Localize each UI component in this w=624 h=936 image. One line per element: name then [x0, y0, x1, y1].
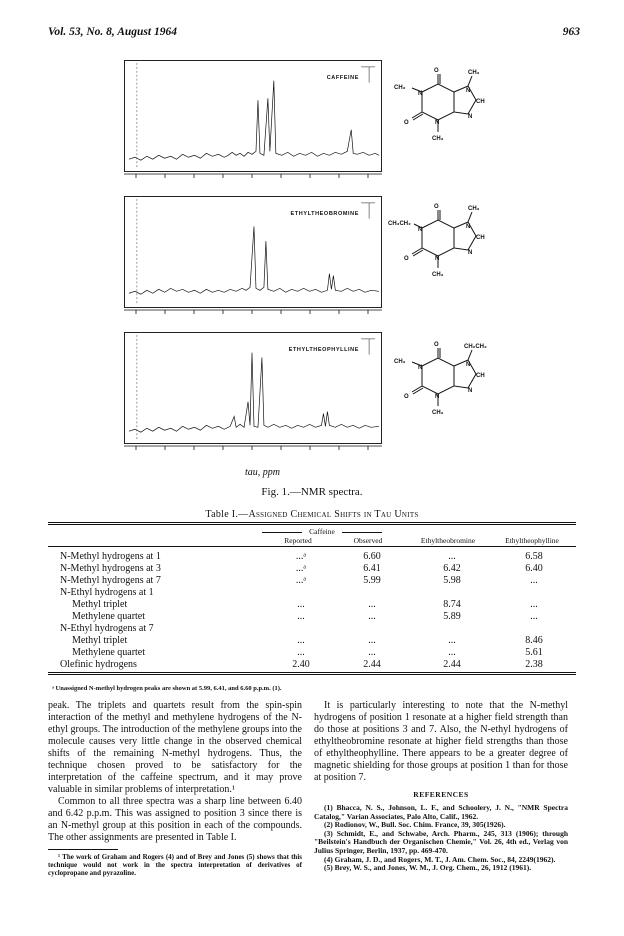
running-header-journal: Vol. 53, No. 8, August 1964: [48, 26, 177, 38]
structure-ethyltheobromine: [388, 198, 508, 298]
table-cell: ...: [368, 647, 376, 658]
table-caffeine-span-header: Caffeine: [309, 527, 335, 536]
svg-text:N: N: [418, 365, 423, 371]
table-cell: 6.42: [443, 563, 461, 574]
table-bottom-rule-2: [48, 674, 576, 675]
svg-text:CH₃: CH₃: [432, 272, 444, 278]
table-row: [60, 647, 576, 658]
figure-caption: Fig. 1.—NMR spectra.: [261, 486, 363, 498]
paragraph: It is particularly interesting to note that the N-methyl hydrogens of position 1 resonate at a higher field strength than do those at positions 3 and 7. Also, the N-ethyl hydrogens of ethyltheobromine resonate at higher field strengths than those of ethyltheophylline. There appears to be a greater degree of magnetic shielding for those groups at position 1 than for those at position 7.: [314, 700, 568, 783]
table-cell: 6.60: [363, 551, 381, 562]
svg-text:N: N: [435, 120, 440, 126]
table-row: [60, 623, 576, 634]
spectrum-ethyltheobromine: [124, 196, 382, 308]
table-cell: 2.40: [292, 659, 310, 670]
table-title-prefix: Table I.: [205, 509, 239, 520]
svg-text:CH₃: CH₃: [432, 136, 444, 142]
svg-text:O: O: [434, 68, 439, 74]
table-bottom-rule: [48, 672, 576, 673]
svg-text:O: O: [434, 204, 439, 210]
table-cell: ...ᵃ: [295, 563, 307, 574]
svg-text:CH₂CH₃: CH₂CH₃: [464, 344, 487, 350]
table-cell: 5.61: [525, 647, 543, 658]
table-cell: 8.74: [443, 599, 461, 610]
table-cell: 8.46: [525, 635, 543, 646]
reference-item: (1) Bhacca, N. S., Johnson, L. F., and Schoolery, J. N., "NMR Spectra Catalog," Varian Associates, Palo Alto, Calif., 1962.: [314, 803, 568, 821]
table-cell: ...: [297, 599, 305, 610]
row-label: N-Methyl hydrogens at 7: [60, 575, 161, 586]
svg-text:N: N: [466, 362, 471, 368]
svg-text:N: N: [418, 227, 423, 233]
row-label: N-Methyl hydrogens at 3: [60, 563, 161, 574]
svg-text:N: N: [435, 394, 440, 400]
svg-text:O: O: [404, 120, 409, 126]
svg-text:N: N: [468, 114, 473, 120]
table-title: [0, 509, 624, 520]
spectrum-label: ETHYLTHEOBROMINE: [290, 211, 359, 217]
references-heading: REFERENCES: [413, 790, 469, 799]
spectrum-caffeine: [124, 60, 382, 172]
col-header-observed: Observed: [353, 536, 383, 545]
table-cell: ...ᵃ: [295, 575, 307, 586]
table-cell: ...: [448, 551, 456, 562]
table-title-text: —Assigned Chemical Shifts in Tau Units: [238, 509, 419, 520]
table-cell: ...ᵃ: [295, 551, 307, 562]
col-header-reported: Reported: [284, 536, 312, 545]
svg-text:N: N: [468, 250, 473, 256]
table-cell: 2.44: [443, 659, 461, 670]
page-number: 963: [562, 26, 580, 38]
reference-item: (2) Rodionov, W., Bull. Soc. Chim. France, 39, 305(1926).: [324, 820, 506, 830]
table-cell: 6.41: [363, 563, 381, 574]
row-label: Methyl triplet: [72, 599, 128, 610]
body-column-right: [314, 700, 568, 873]
reference-item: (3) Schmidt, E., and Schwabe, Arch. Pharm., 245, 313 (1906); through "Beilstein's Handbuch der Organischen Chemie," Vol. 26, 4th ed., Verlag von Julius Springer, Berlin, 1937, pp. 469-470.: [314, 828, 568, 855]
svg-text:CH: CH: [476, 99, 485, 105]
svg-text:CH₃: CH₃: [432, 410, 444, 416]
spectrum-label: ETHYLTHEOPHYLLINE: [288, 347, 359, 353]
table-cell: ...: [297, 635, 305, 646]
svg-text:O: O: [434, 342, 439, 348]
table-cell: 6.58: [525, 551, 543, 562]
table-cell: ...: [530, 611, 538, 622]
table-row: [60, 575, 576, 586]
spectrum-axis: [124, 444, 382, 454]
table-footnote: ᵃ Unassigned N-methyl hydrogen peaks are shown at 5.99, 6.41, and 6.60 p.p.m. (1).: [52, 685, 282, 692]
svg-text:N: N: [466, 88, 471, 94]
footnote: ¹ The work of Graham and Rogers (4) and of Brey and Jones (5) shows that this technique would not work in the spectra interpretation of derivatives of cyclopropane and pyrazoline.: [48, 853, 302, 877]
structure-ethyltheophylline: [388, 336, 508, 436]
paragraph: peak. The triplets and quartets result from the spin-spin interaction of the methyl and methylene hydrogens of the N-ethyl groups. The introduction of the methylene groups into the molecule causes very little change in the observed chemical shifts of the remaining N-methyl hydrogens. Thus, the technique chosen proved to be satisfactory for the interpretation of the caffeine spectrum, and it may prove valuable in similar problems of interpretation.¹: [48, 700, 302, 795]
svg-text:CH₃: CH₃: [468, 206, 480, 212]
svg-text:CH₃CH₂: CH₃CH₂: [388, 221, 411, 227]
span-line-left: [262, 532, 302, 533]
table-cell: ...: [297, 647, 305, 658]
row-label: N-Ethyl hydrogens at 1: [60, 587, 154, 598]
row-label: N-Methyl hydrogens at 1: [60, 551, 161, 562]
svg-text:CH₃: CH₃: [468, 70, 480, 76]
table-cell: ...: [448, 635, 456, 646]
svg-text:O: O: [404, 394, 409, 400]
svg-text:CH₃: CH₃: [394, 359, 406, 365]
spectrum-axis: [124, 172, 382, 182]
svg-text:CH₃: CH₃: [394, 85, 406, 91]
table-cell: ...: [530, 575, 538, 586]
table-row: [60, 551, 576, 562]
spectrum-label: CAFFEINE: [326, 75, 359, 81]
col-header-ethyltheobromine: Ethyltheobromine: [420, 536, 476, 545]
row-label: N-Ethyl hydrogens at 7: [60, 623, 154, 634]
svg-text:N: N: [466, 224, 471, 230]
reference-item: (5) Brey, W. S., and Jones, W. M., J. Org. Chem., 26, 1912 (1961).: [324, 863, 532, 873]
table-cell: ...: [448, 647, 456, 658]
col-header-ethyltheophylline: Ethyltheophylline: [505, 536, 559, 545]
table-cell: ...: [530, 599, 538, 610]
table-row: [60, 635, 576, 646]
spectrum-ethyltheophylline: [124, 332, 382, 444]
row-label: Olefinic hydrogens: [60, 659, 137, 670]
table-row: [60, 599, 576, 610]
svg-text:O: O: [404, 256, 409, 262]
table-top-rule-2: [48, 524, 576, 525]
svg-text:N: N: [468, 388, 473, 394]
svg-text:CH: CH: [476, 373, 485, 379]
spectrum-axis: [124, 308, 382, 318]
table-row: [60, 563, 576, 574]
table-cell: ...: [368, 611, 376, 622]
table-cell: 5.98: [443, 575, 461, 586]
paragraph: Common to all three spectra was a sharp line between 6.40 and 6.42 p.p.m. This was assigned to position 3 since there is an N-methyl group at this position in each of the compounds. The other assignments are presented in Table I.: [48, 796, 302, 843]
reference-item: (4) Graham, J. D., and Rogers, M. T., J. Am. Chem. Soc., 84, 2249(1962).: [324, 854, 556, 864]
table-header-rule: [48, 546, 576, 547]
table-cell: ...: [368, 599, 376, 610]
table-cell: 6.40: [525, 563, 543, 574]
table-cell: 5.99: [363, 575, 381, 586]
table-row: [60, 611, 576, 622]
table-row: [60, 587, 576, 598]
table-cell: 5.89: [443, 611, 461, 622]
table-row: [60, 659, 576, 670]
row-label: Methylene quartet: [72, 611, 146, 622]
axis-label: tau, ppm: [245, 467, 280, 478]
svg-text:N: N: [435, 256, 440, 262]
span-line-right: [342, 532, 382, 533]
row-label: Methylene quartet: [72, 647, 146, 658]
structure-caffeine: [388, 62, 508, 162]
body-column-left: [48, 700, 302, 877]
svg-text:CH: CH: [476, 235, 485, 241]
table-cell: ...: [297, 611, 305, 622]
footnote-rule: [48, 849, 118, 850]
table-top-rule: [48, 522, 576, 523]
table-cell: ...: [368, 635, 376, 646]
table-cell: 2.44: [363, 659, 381, 670]
svg-text:N: N: [418, 91, 423, 97]
table-cell: 2.38: [525, 659, 543, 670]
row-label: Methyl triplet: [72, 635, 128, 646]
